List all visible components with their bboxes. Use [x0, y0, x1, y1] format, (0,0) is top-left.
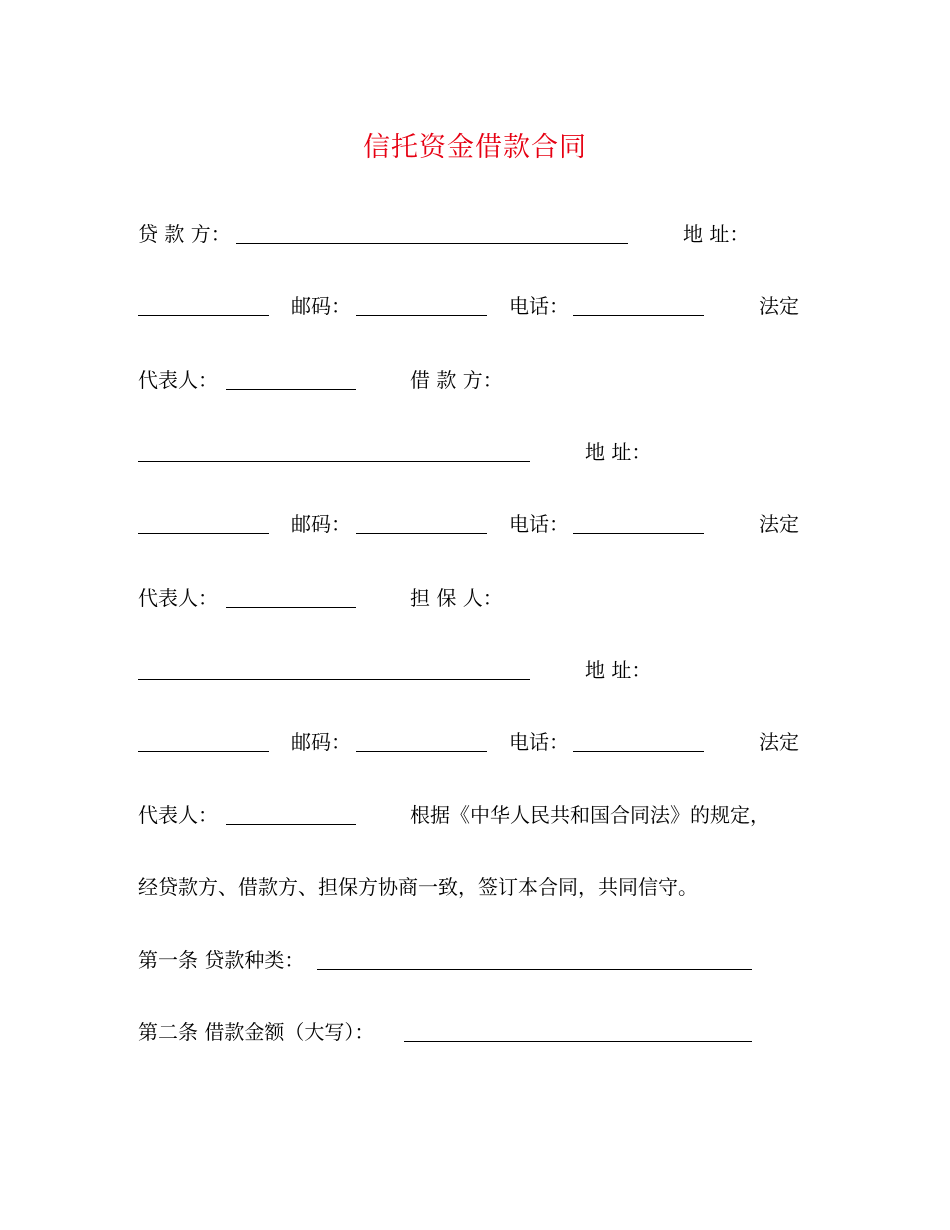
guarantor-legal-rep-blank[interactable]: [226, 824, 356, 825]
loan-amount-blank[interactable]: [404, 1041, 752, 1042]
borrower-postcode-label: 邮码：: [291, 512, 351, 536]
borrower-label: 借 款 方：: [410, 368, 503, 392]
borrower-legal-rep-label: 代表人：: [138, 586, 218, 610]
lender-legal-rep-prefix: 法定: [759, 294, 799, 318]
preamble-line-2: 经贷款方、借款方、担保方协商一致，签订本合同，共同信守。: [138, 875, 698, 899]
lender-address-label: 地 址：: [683, 222, 750, 246]
article-1-label: 第一条 贷款种类：: [138, 948, 305, 972]
lender-address-blank[interactable]: [138, 315, 269, 316]
lender-postcode-label: 邮码：: [291, 294, 351, 318]
guarantor-postcode-blank[interactable]: [356, 751, 487, 752]
lender-phone-blank[interactable]: [573, 315, 704, 316]
guarantor-phone-label: 电话：: [509, 730, 569, 754]
lender-legal-rep-label: 代表人：: [138, 368, 218, 392]
lender-postcode-blank[interactable]: [356, 315, 487, 316]
borrower-postcode-blank[interactable]: [356, 533, 487, 534]
lender-legal-rep-blank[interactable]: [226, 389, 356, 390]
borrower-legal-rep-prefix: 法定: [759, 512, 799, 536]
guarantor-phone-blank[interactable]: [573, 751, 704, 752]
guarantor-address-label: 地 址：: [585, 658, 652, 682]
borrower-name-blank[interactable]: [138, 461, 530, 462]
guarantor-address-blank[interactable]: [138, 751, 269, 752]
guarantor-name-blank[interactable]: [138, 679, 530, 680]
lender-label: 贷 款 方：: [138, 222, 231, 246]
lender-name-blank[interactable]: [236, 243, 628, 244]
borrower-legal-rep-blank[interactable]: [226, 607, 356, 608]
borrower-address-blank[interactable]: [138, 533, 269, 534]
guarantor-legal-rep-label: 代表人：: [138, 803, 218, 827]
article-2-label: 第二条 借款金额（大写）：: [138, 1020, 375, 1044]
loan-type-blank[interactable]: [317, 969, 752, 970]
guarantor-postcode-label: 邮码：: [291, 730, 351, 754]
borrower-phone-label: 电话：: [509, 512, 569, 536]
document-title: 信托资金借款合同: [363, 132, 587, 163]
preamble-line-1: 根据《中华人民共和国合同法》的规定，: [410, 803, 770, 827]
lender-phone-label: 电话：: [509, 294, 569, 318]
guarantor-legal-rep-prefix: 法定: [759, 730, 799, 754]
guarantor-label: 担 保 人：: [410, 586, 503, 610]
borrower-address-label: 地 址：: [585, 440, 652, 464]
borrower-phone-blank[interactable]: [573, 533, 704, 534]
